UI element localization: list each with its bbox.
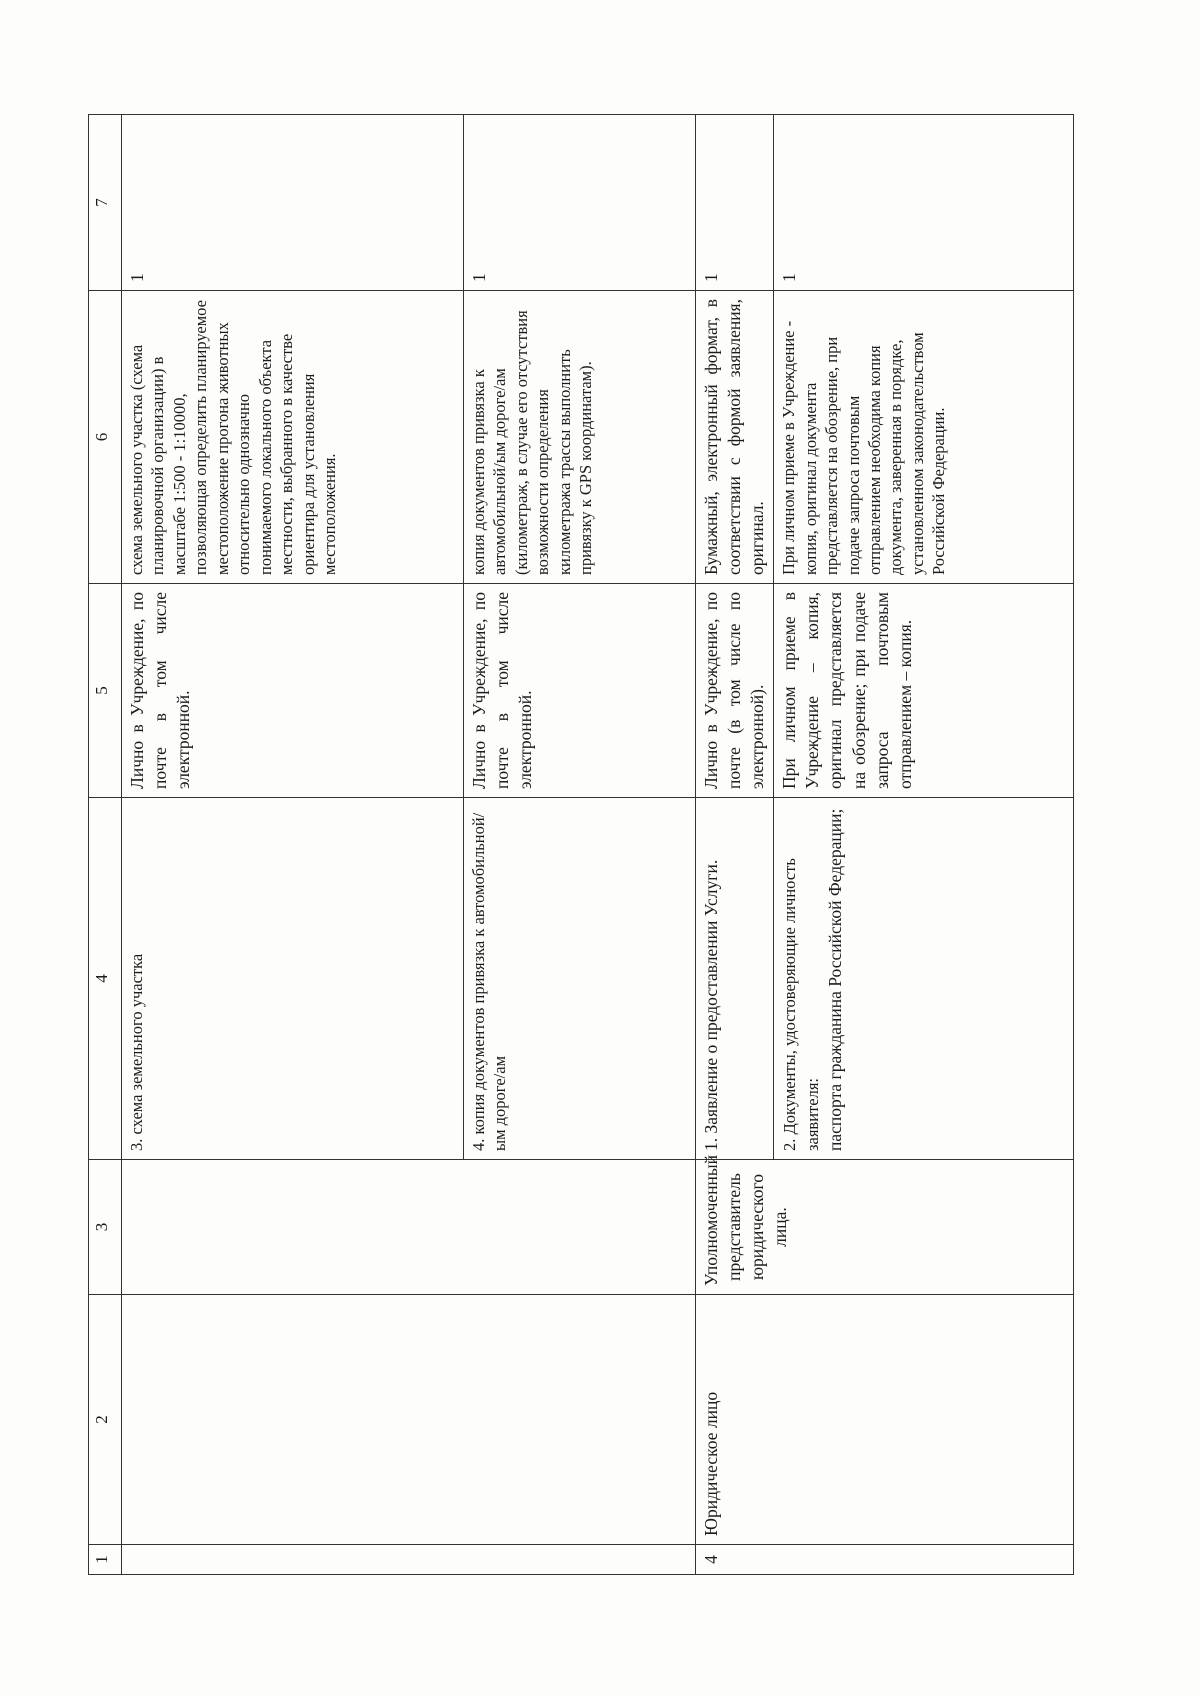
- group-number-cell: [122, 1545, 696, 1575]
- table-row: [696, 115, 774, 1575]
- document-cell: 4. копия документов привязка к автомобильной/ым дороге/ам: [464, 798, 696, 1160]
- column-number: 3: [89, 1160, 122, 1295]
- requirements-cell: копия документов привязка к автомобильной/ым дороге/ам (километраж, в случае его отсутствия возможности определения километража трассы выполнить привязку к GPS координатам).: [464, 291, 696, 584]
- documents-table: [88, 114, 1074, 1575]
- document-cell: [774, 798, 1074, 1160]
- representative-cell: [122, 1160, 696, 1295]
- representative-cell: Уполномоченный представитель юридического лица.: [696, 1160, 1074, 1295]
- column-number: 7: [89, 115, 122, 291]
- count-cell: 1: [696, 115, 774, 291]
- document-detail: паспорта гражданина Российской Федерации;: [825, 808, 846, 1151]
- column-number: 1: [89, 1545, 122, 1575]
- applicant-cell: Юридическое лицо: [696, 1295, 1074, 1545]
- count-cell: 1: [122, 115, 464, 291]
- column-number: 5: [89, 584, 122, 798]
- document-title: 2. Документы, удостоверяющие личность заявителя:: [780, 858, 823, 1151]
- group-number-cell: 4: [696, 1545, 1074, 1575]
- column-number: 2: [89, 1295, 122, 1545]
- document-cell: 1. Заявление о предоставлении Услуги.: [696, 798, 774, 1160]
- applicant-cell: [122, 1295, 696, 1545]
- submission-cell: Лично в Учреждение, по почте в том числе электронной.: [464, 584, 696, 798]
- column-number: 4: [89, 798, 122, 1160]
- table-row: [122, 115, 464, 1575]
- requirements-cell: Бумажный, электронный формат, в соответствии с формой заявления, оригинал.: [696, 291, 774, 584]
- submission-cell: При личном приеме в Учреждение – копия, оригинал представляется на обозрение; при подаче запроса почтовым отправлением – копия.: [774, 584, 1074, 798]
- count-cell: 1: [464, 115, 696, 291]
- requirements-cell: При личном приеме в Учреждение - копия, оригинал документа представляется на обозрение, при подаче запроса почтовым отправлением необходима копия документа, заверенная в порядке, установленном законодательством Российской Федерации.: [774, 291, 1074, 584]
- submission-cell: Лично в Учреждение, по почте в том числе электронной.: [122, 584, 464, 798]
- rotated-page: [88, 115, 1108, 1575]
- requirements-cell: схема земельного участка (схема планировочной организации) в масштабе 1:500 - 1:10000, позволяющая определить планируемое местоположение прогона животных относительно однозначно понимаемого локального объекта местности, выбранного в качестве ориентира для установления местоположения.: [122, 291, 464, 584]
- column-number: 6: [89, 291, 122, 584]
- document-cell: 3. схема земельного участка: [122, 798, 464, 1160]
- count-cell: 1: [774, 115, 1074, 291]
- column-number-row: [89, 115, 122, 1575]
- submission-cell: Лично в Учреждение, по почте (в том числе по электронной).: [696, 584, 774, 798]
